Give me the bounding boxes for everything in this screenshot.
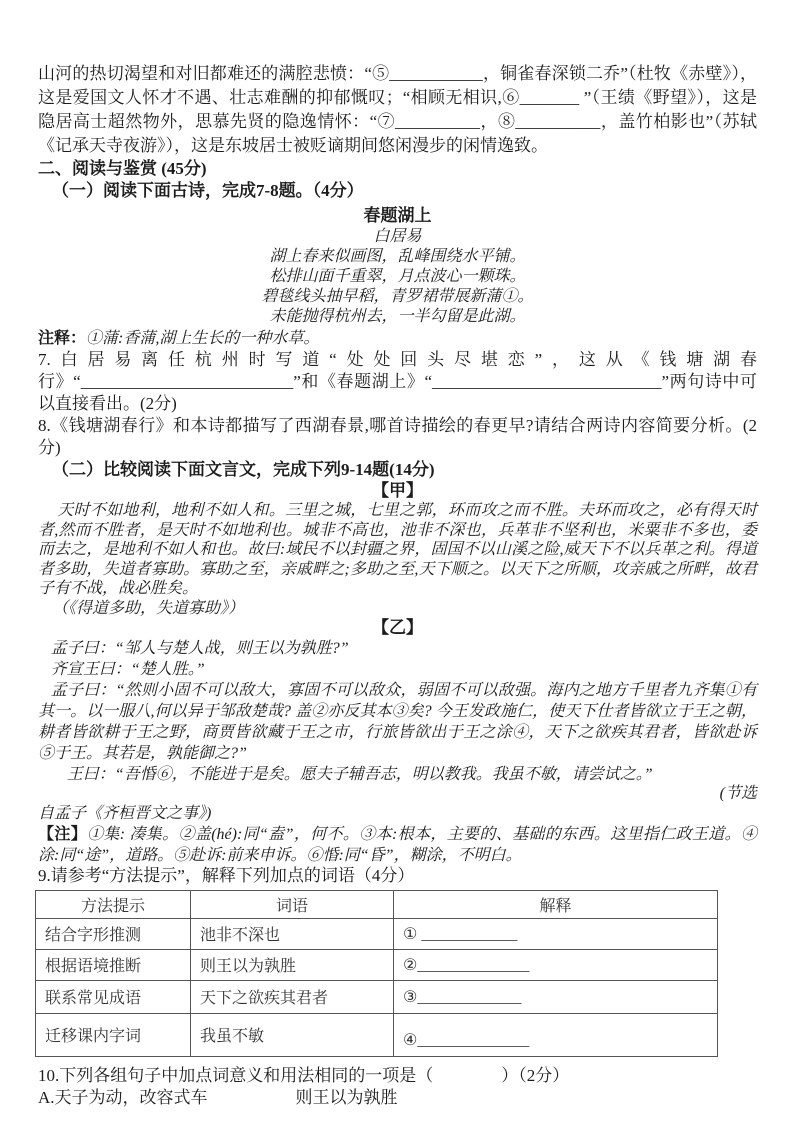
- passage-yi-paragraph-1: 孟子曰：“邹人与楚人战，则王以为孰胜?”: [50, 639, 349, 657]
- table-row: [36, 918, 718, 949]
- passage-yi-paragraph-4: 王曰：“吾惛⑥，不能进于是矣。愿夫子辅吾志，明以教我。我虽不敏，请尝试之。”: [66, 765, 653, 783]
- word-cell: 天下之欲疾其君者: [191, 980, 394, 1013]
- method-cell: 迁移课内字词: [36, 1013, 191, 1056]
- poem-note-text: ①蒲:香蒲,湖上生长的一种水草。: [86, 330, 320, 347]
- poem-author: 白居易: [373, 228, 422, 245]
- word-cell: 我虽不敏: [191, 1013, 394, 1056]
- table-header-row: [36, 890, 718, 918]
- poem-title: 春题湖上: [363, 206, 432, 225]
- explanation-blank: ① ____________: [394, 918, 718, 949]
- explanation-blank: ④______________: [394, 1013, 718, 1056]
- annotations: [38, 824, 757, 866]
- poem-note-label: 注释：: [38, 330, 87, 347]
- poem-line: 碧毯线头抽早稻，青罗裙带展新蒲①。: [261, 288, 534, 305]
- passage-jia-source: （《得道多助，失道寡助》）: [52, 599, 245, 617]
- poem-line: 未能抛得杭州去，一半勾留是此湖。: [269, 308, 526, 325]
- passage-jia-text: 天时不如地利，地利不如人和。三里之城，七里之郭，环而攻之而不胜。夫环而攻之，必有得天时者,然而不胜者，是天时不如地利也。城非不高也，池非不深也，兵革非不坚利也，米粟非不多也，委而去之，是地利不如人和也。故曰:域民不以封疆之界，固国不以山溪之险,威天下不以兵革之利。得道者多助，失道者寡助。寡助之至，亲戚畔之;多助之至,天下顺之。以天下之所顺，攻亲戚之所畔，故君子有不战，战必胜矣。: [38, 502, 757, 597]
- poem-block: [38, 204, 757, 327]
- part-2-heading: （二）比较阅读下面文言文，完成下列9-14题(14分): [52, 460, 435, 479]
- table-header-word: 词语: [191, 890, 394, 918]
- passage-yi-source-line-1: (节选: [719, 784, 757, 802]
- question-7: 7.白居易离任杭州时写道“处处回头尽堪恋”，这从《钱塘湖春行》“_________________________”和《春题湖上》“___________________________”两句诗中可以直接看出。(2分): [38, 350, 757, 413]
- passage-yi-source-line-2: 自孟子《齐桓晋文之事》): [38, 804, 212, 822]
- option-a-left: A.天子为动，改容式车: [38, 1087, 208, 1107]
- section-2-heading: 二、阅读与鉴赏 (45分): [38, 159, 207, 178]
- method-hint-table: [35, 890, 718, 1057]
- table-row: [36, 980, 718, 1013]
- passage-jia-label: 【甲】: [372, 481, 423, 500]
- passage-yi-paragraph-3: 孟子曰：“然则小固不可以敌大，寡固不可以敌众，弱固不可以敌强。海内之地方千里者九齐集①有其一。以一服八,何以异于邹敌楚哉? 盖②亦反其本③矣? 今王发政施仁，使天下仕者皆欲立于王之朝，耕者皆欲耕于王之野，商贾皆欲藏于王之市，行旅皆欲出于王之涂④，天下之欲疾其君者，皆欲赴诉⑤于王。其若是，孰能御之?”: [38, 681, 757, 762]
- annotations-label: 【注】: [38, 825, 88, 843]
- word-cell: 则王以为孰胜: [191, 949, 394, 980]
- method-cell: 联系常见成语: [36, 980, 191, 1013]
- part-1-heading: （一）阅读下面古诗，完成7-8题。（4分）: [52, 181, 364, 200]
- word-cell: 池非不深也: [191, 918, 394, 949]
- option-a-right: 则王以为孰胜: [295, 1087, 398, 1107]
- intro-paragraph: 山河的热切渴望和对旧都难还的满腔悲愤：“⑤___________，铜雀春深锁二乔”（杜牧《赤壁》），这是爱国文人怀才不遇、壮志难酬的抑郁慨叹；“相顾无相识,⑥_______ ”（王绩《野望》），这是隐居高士超然物外，思慕先贤的隐逸情怀：“⑦__________，⑧__________，盖竹柏影也”（苏轼《记承天寺夜游》），这是东坡居士被贬谪期间悠闲漫步的闲情逸致。: [38, 64, 757, 155]
- question-8: 8.《钱塘湖春行》和本诗都描写了西湖春景,哪首诗描绘的春更早?请结合两诗内容简要分析。(2分): [38, 416, 757, 457]
- method-cell: 结合字形推测: [36, 918, 191, 949]
- explanation-blank: ②______________: [394, 949, 718, 980]
- table-header-method: 方法提示: [36, 890, 191, 918]
- method-cell: 根据语境推断: [36, 949, 191, 980]
- table-row: [36, 949, 718, 980]
- table-header-explanation: 解释: [394, 890, 718, 918]
- explanation-blank: ③_____________: [394, 980, 718, 1013]
- poem-line: 松排山面千重翠，月点波心一颗珠。: [269, 268, 526, 285]
- poem-line: 湖上春来似画图，乱峰围绕水平铺。: [269, 248, 526, 265]
- question-10: 10.下列各组句子中加点词意义和用法相同的一项是（ ）（2分）: [38, 1065, 570, 1085]
- poem-note: [38, 328, 757, 349]
- passage-yi-paragraph-2: 齐宣王曰：“楚人胜。”: [50, 660, 205, 678]
- question-9: 9.请参考“方法提示”，解释下列加点的词语（4分）: [38, 865, 415, 885]
- table-row: [36, 1013, 718, 1056]
- question-10-option-a: [38, 1087, 757, 1109]
- annotations-text: ①集: 凑集。②盖(hé):同“盍”，何不。③本:根本，主要的、基础的东西。这里指仁政王道。④涂:同“途”，道路。⑤赴诉:前来申诉。⑥惛:同“昏”，糊涂，不明白。: [38, 825, 757, 864]
- passage-yi-label: 【乙】: [372, 617, 423, 637]
